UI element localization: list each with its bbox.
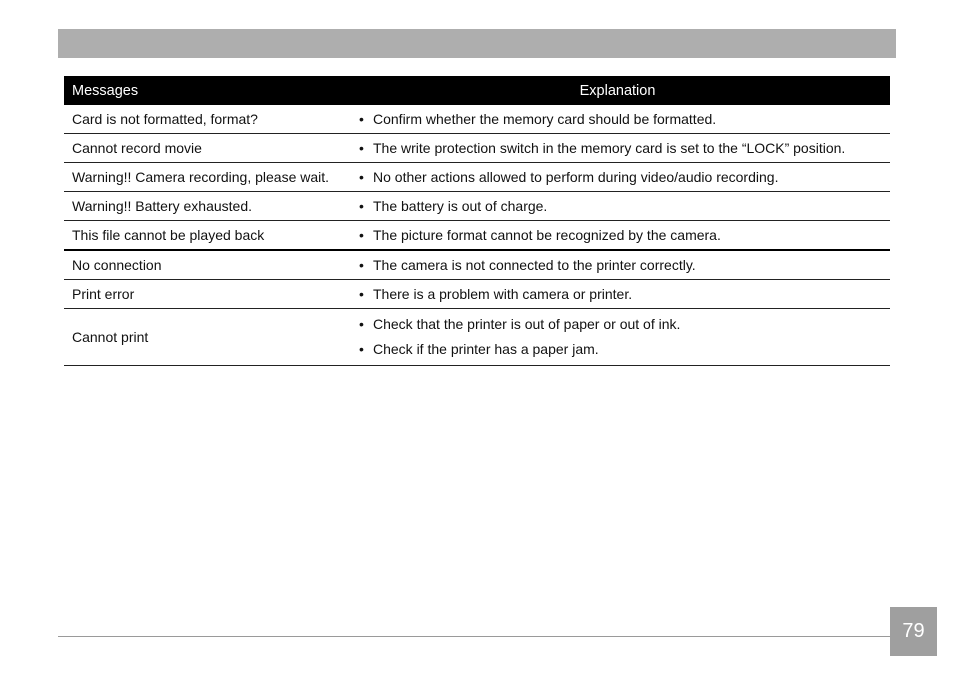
list-item — [359, 194, 882, 219]
explanation-cell — [345, 250, 890, 280]
explanation-text: No other actions allowed to perform during video/audio recording. — [373, 168, 779, 185]
message-cell: Print error — [64, 280, 345, 309]
explanation-text: The picture format cannot be recognized by the camera. — [373, 226, 721, 243]
table-header-row — [64, 76, 890, 105]
explanation-cell — [345, 134, 890, 163]
explanation-cell — [345, 192, 890, 221]
explanation-list — [359, 107, 882, 132]
messages-column-header: Messages — [64, 76, 345, 105]
list-item — [359, 107, 882, 132]
message-cell: This file cannot be played back — [64, 221, 345, 251]
bullet-icon: • — [359, 139, 364, 156]
messages-table — [64, 76, 890, 366]
explanation-text: The write protection switch in the memory card is set to the “LOCK” position. — [373, 139, 846, 156]
table-row — [64, 221, 890, 251]
explanation-list — [359, 165, 882, 190]
messages-table-body — [64, 105, 890, 366]
page-number-badge — [890, 607, 937, 656]
explanation-cell — [345, 105, 890, 134]
table-row — [64, 134, 890, 163]
message-cell: Cannot print — [64, 309, 345, 366]
explanation-text: Check that the printer is out of paper or out of ink. — [373, 316, 681, 332]
message-cell: Warning!! Battery exhausted. — [64, 192, 345, 221]
explanation-list — [359, 136, 882, 161]
explanation-text: The camera is not connected to the printer correctly. — [373, 256, 696, 273]
explanation-cell — [345, 163, 890, 192]
list-item — [359, 337, 882, 362]
footer-divider — [58, 636, 890, 637]
bullet-icon: • — [359, 168, 364, 185]
table-row — [64, 163, 890, 192]
bullet-icon: • — [359, 256, 364, 273]
explanation-text: There is a problem with camera or printer. — [373, 285, 633, 302]
list-item — [359, 253, 882, 278]
bullet-icon: • — [359, 341, 364, 357]
explanation-cell — [345, 280, 890, 309]
explanation-cell — [345, 309, 890, 366]
explanation-list — [359, 312, 882, 362]
message-cell: Cannot record movie — [64, 134, 345, 163]
explanation-list — [359, 223, 882, 248]
table-row — [64, 280, 890, 309]
message-cell: No connection — [64, 250, 345, 280]
bullet-icon: • — [359, 110, 364, 127]
explanation-cell — [345, 221, 890, 251]
list-item — [359, 282, 882, 307]
bullet-icon: • — [359, 197, 364, 214]
explanation-text: The battery is out of charge. — [373, 197, 548, 214]
explanation-text: Check if the printer has a paper jam. — [373, 341, 599, 357]
page-header-bar — [58, 29, 896, 58]
bullet-icon: • — [359, 316, 364, 332]
table-row — [64, 250, 890, 280]
explanation-list — [359, 282, 882, 307]
explanation-text: Confirm whether the memory card should be formatted. — [373, 110, 717, 127]
explanation-list — [359, 253, 882, 278]
page-number: 79 — [902, 620, 925, 642]
message-cell: Card is not formatted, format? — [64, 105, 345, 134]
explanation-list — [359, 194, 882, 219]
bullet-icon: • — [359, 226, 364, 243]
table-row — [64, 192, 890, 221]
message-cell: Warning!! Camera recording, please wait. — [64, 163, 345, 192]
explanation-column-header: Explanation — [345, 76, 890, 105]
table-row — [64, 309, 890, 366]
table-row — [64, 105, 890, 134]
list-item — [359, 165, 882, 190]
list-item — [359, 312, 882, 337]
list-item — [359, 223, 882, 248]
list-item — [359, 136, 882, 161]
bullet-icon: • — [359, 285, 364, 302]
